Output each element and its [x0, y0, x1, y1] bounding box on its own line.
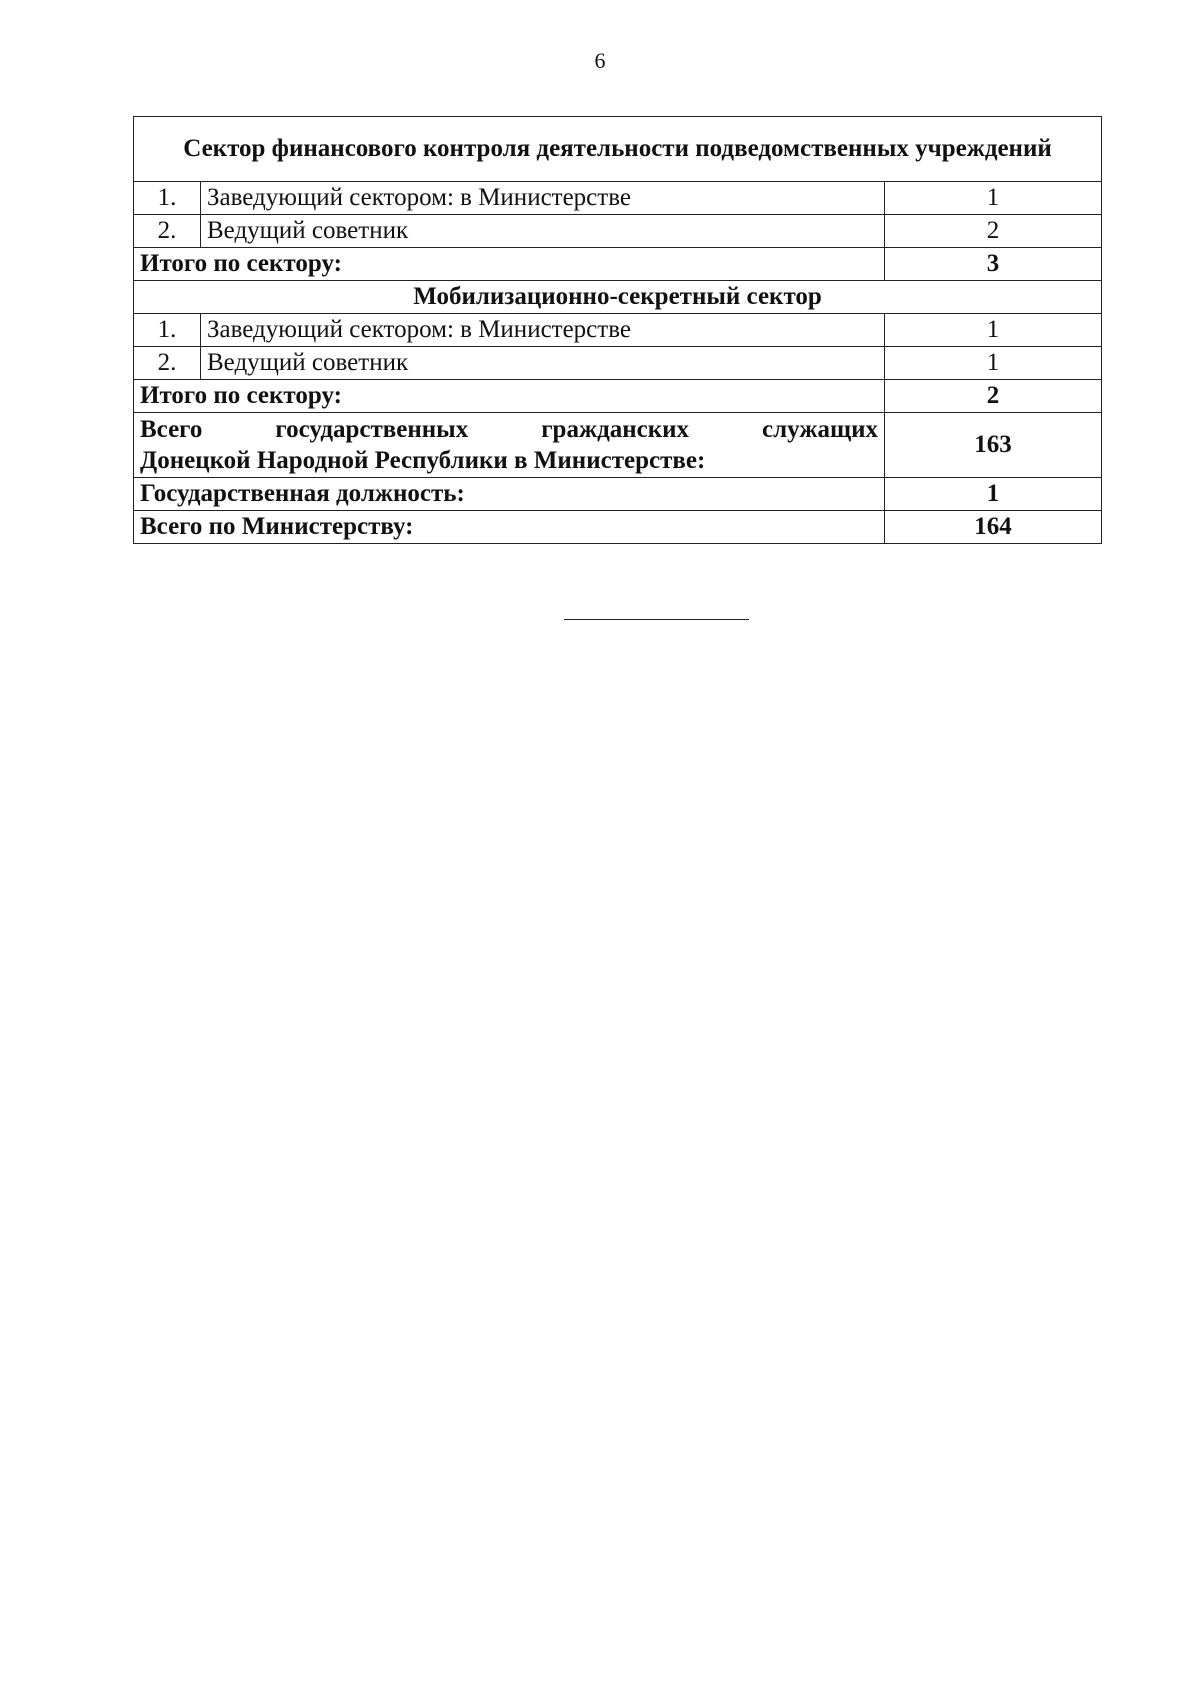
section-total-row — [134, 380, 1102, 413]
row-number: 2. — [134, 215, 201, 248]
position-count: 1 — [885, 347, 1102, 380]
table-row — [134, 347, 1102, 380]
end-divider — [564, 619, 749, 620]
civil-servants-total-count: 163 — [885, 413, 1102, 478]
position-count: 1 — [885, 182, 1102, 215]
section-total-count: 3 — [885, 248, 1102, 281]
page-number: 6 — [594, 48, 606, 73]
state-position-label: Государственная должность: — [134, 478, 885, 511]
section-total-row — [134, 248, 1102, 281]
section-total-label: Итого по сектору: — [134, 380, 885, 413]
civil-servants-label-line2: Донецкой Народной Республики в Министерстве: — [140, 447, 706, 474]
position-name: Заведующий сектором: в Министерстве — [201, 182, 885, 215]
staff-table — [133, 116, 1102, 544]
section-title: Сектор финансового контроля деятельности подведомственных учреждений — [134, 117, 1102, 182]
ministry-total-label: Всего по Министерству: — [134, 511, 885, 544]
table-row — [134, 182, 1102, 215]
state-position-count: 1 — [885, 478, 1102, 511]
row-number: 1. — [134, 182, 201, 215]
row-number: 2. — [134, 347, 201, 380]
row-number: 1. — [134, 314, 201, 347]
civil-servants-total-label — [134, 413, 885, 478]
ministry-total-row — [134, 511, 1102, 544]
state-position-row — [134, 478, 1102, 511]
section-title: Мобилизационно-секретный сектор — [134, 281, 1102, 314]
section-total-label: Итого по сектору: — [134, 248, 885, 281]
table-row — [134, 215, 1102, 248]
civil-servants-total-row — [134, 413, 1102, 478]
section-header-row — [134, 117, 1102, 182]
position-name: Ведущий советник — [201, 215, 885, 248]
position-name: Заведующий сектором: в Министерстве — [201, 314, 885, 347]
position-name: Ведущий советник — [201, 347, 885, 380]
position-count: 1 — [885, 314, 1102, 347]
section-header-row — [134, 281, 1102, 314]
ministry-total-count: 164 — [885, 511, 1102, 544]
table-row — [134, 314, 1102, 347]
section-total-count: 2 — [885, 380, 1102, 413]
position-count: 2 — [885, 215, 1102, 248]
civil-servants-label-line1: Всего государственных гражданских служащих — [140, 416, 878, 443]
